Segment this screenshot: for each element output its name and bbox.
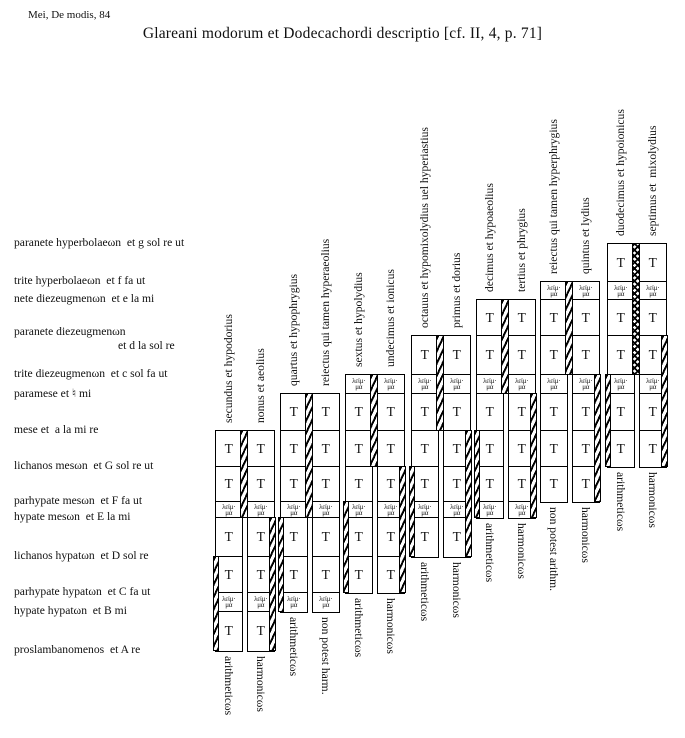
tone-cell: T	[508, 299, 536, 337]
tone-cell: T	[607, 335, 635, 376]
leimma-text-line: λείμ·	[646, 377, 660, 386]
leimma-text-line: μα	[617, 289, 625, 298]
leimma-cell	[215, 592, 243, 613]
division-hatch-right	[530, 393, 537, 519]
leimma-text-line: λείμ·	[319, 595, 333, 604]
division-type-left: arithmeticωs	[286, 617, 300, 677]
gamut-note-label: lichanos mesωn et G sol re ut	[14, 459, 154, 472]
leimma-text-line: λείμ·	[579, 283, 593, 292]
division-type-left: arithmeticωs	[482, 523, 496, 583]
tone-cell: T	[639, 335, 667, 376]
leimma-text-line: μα	[257, 508, 265, 517]
leimma-text-line: μα	[355, 383, 363, 392]
tone-cell: T	[607, 393, 635, 432]
tone-cell: T	[639, 243, 667, 283]
leimma-text-line: λείμ·	[579, 377, 593, 386]
leimma-text-line: λείμ·	[547, 377, 561, 386]
leimma-text-line: λείμ·	[384, 502, 398, 511]
leimma-text-line: μα	[518, 383, 526, 392]
division-hatch-right	[661, 335, 668, 468]
tone-cell: T	[607, 243, 635, 283]
mode-header-right: quintus et lydius	[578, 197, 592, 274]
leimma-text-line: μα	[421, 383, 429, 392]
tone-cell: T	[572, 430, 600, 468]
division-hatch-middle	[305, 393, 313, 519]
division-type-left: arithmeticωs	[417, 562, 431, 622]
tone-cell: T	[443, 466, 471, 503]
gamut-note-label: paranete diezeugmenωn	[14, 325, 126, 338]
division-hatch-right	[594, 374, 601, 503]
tone-cell: T	[443, 517, 471, 558]
leimma-text-line: λείμ·	[222, 595, 236, 604]
leimma-text-line: λείμ·	[287, 595, 301, 604]
division-type-left: arithmeticωs	[613, 472, 627, 532]
leimma-text-line: μα	[550, 383, 558, 392]
tone-cell: T	[476, 299, 504, 337]
leimma-text-line: μα	[355, 508, 363, 517]
leimma-text-line: μα	[290, 601, 298, 610]
leimma-text-line: μα	[617, 383, 625, 392]
division-type-right: harmonicωs	[253, 656, 267, 712]
division-type-left: non potest arithm.	[546, 507, 560, 592]
division-type-right: non potest harm.	[318, 617, 332, 695]
division-type-left: arithmeticωs	[221, 656, 235, 716]
tone-cell: T	[508, 430, 536, 468]
tone-cell: T	[572, 466, 600, 503]
division-hatch-middle	[436, 335, 444, 432]
mode-header-right: undecimus et ionicus	[383, 269, 397, 367]
gamut-note-label: paranete hyperbolaeωn et g sol re ut	[14, 236, 185, 249]
division-hatch-left	[605, 374, 612, 468]
leimma-text-line: μα	[453, 383, 461, 392]
leimma-text-line: μα	[649, 289, 657, 298]
division-hatch-left	[213, 556, 220, 652]
tone-cell: T	[247, 466, 275, 503]
tone-cell: T	[411, 466, 439, 503]
source-citation: Mei, De modis, 84	[28, 9, 111, 21]
tone-cell: T	[377, 556, 405, 594]
leimma-text-line: λείμ·	[646, 283, 660, 292]
tone-cell: T	[508, 466, 536, 503]
leimma-cell	[540, 374, 568, 395]
tone-cell: T	[215, 517, 243, 558]
tone-cell: T	[540, 430, 568, 468]
mode-header-right: primus et dorius	[449, 252, 463, 328]
tone-cell: T	[540, 393, 568, 432]
leimma-text-line: λείμ·	[287, 502, 301, 511]
tone-cell: T	[476, 393, 504, 432]
tone-cell: T	[247, 430, 275, 468]
mode-header-right: nonus et aeolius	[253, 348, 267, 423]
tone-cell: T	[247, 517, 275, 558]
tone-cell: T	[312, 556, 340, 594]
division-hatch-left	[474, 430, 481, 519]
tone-cell: T	[247, 611, 275, 652]
leimma-text-line: λείμ·	[352, 502, 366, 511]
leimma-text-line: λείμ·	[254, 595, 268, 604]
leimma-text-line: λείμ·	[222, 502, 236, 511]
tone-cell: T	[443, 430, 471, 468]
gamut-note-label: nete diezeugmenωn et e la mi	[14, 292, 155, 305]
tone-cell: T	[377, 466, 405, 503]
leimma-cell	[572, 281, 600, 301]
tone-cell: T	[639, 393, 667, 432]
gamut-note-label-cont: et d la sol re	[118, 339, 175, 352]
tone-cell: T	[247, 556, 275, 594]
division-hatch-middle	[240, 430, 248, 519]
leimma-text-line: λείμ·	[483, 377, 497, 386]
gamut-note-label: hypate mesωn et E la mi	[14, 510, 131, 523]
leimma-text-line: λείμ·	[614, 377, 628, 386]
leimma-text-line: μα	[486, 383, 494, 392]
page-title: Glareani modorum et Dodecachordi descriptio [cf. II, 4, p. 71]	[142, 25, 543, 42]
tone-cell: T	[215, 556, 243, 594]
leimma-text-line: λείμ·	[483, 502, 497, 511]
leimma-cell	[508, 374, 536, 395]
division-hatch-middle	[632, 243, 640, 376]
mode-header-left: quartus et hypophrygius	[286, 273, 300, 386]
tone-cell: T	[312, 393, 340, 432]
leimma-text-line: μα	[518, 508, 526, 517]
leimma-text-line: λείμ·	[418, 502, 432, 511]
tone-cell: T	[280, 430, 308, 468]
mode-header-left: reiectus qui tamen hyperphrygius	[546, 119, 560, 274]
leimma-text-line: μα	[322, 601, 330, 610]
leimma-cell	[607, 281, 635, 301]
tone-cell: T	[572, 393, 600, 432]
tone-cell: T	[215, 611, 243, 652]
tone-cell: T	[411, 393, 439, 432]
tone-cell: T	[443, 393, 471, 432]
tone-cell: T	[639, 430, 667, 468]
leimma-cell	[639, 281, 667, 301]
mode-header-left: sextus et hypolydius	[351, 272, 365, 367]
tone-cell: T	[540, 466, 568, 503]
leimma-text-line: μα	[453, 508, 461, 517]
leimma-text-line: μα	[421, 508, 429, 517]
tone-cell: T	[345, 393, 373, 432]
division-hatch-middle	[370, 374, 378, 468]
tone-cell: T	[607, 299, 635, 337]
mode-header-right: septimus et mixolydius	[645, 125, 659, 236]
tone-cell: T	[312, 517, 340, 558]
division-hatch-middle	[565, 281, 573, 376]
leimma-cell	[345, 501, 373, 519]
leimma-cell	[280, 501, 308, 519]
leimma-text-line: μα	[225, 508, 233, 517]
division-hatch-right	[269, 517, 276, 652]
gamut-note-label: trite hyperbolaeωn et f fa ut	[14, 274, 146, 287]
leimma-cell	[411, 374, 439, 395]
leimma-text-line: μα	[290, 508, 298, 517]
leimma-text-line: λείμ·	[418, 377, 432, 386]
leimma-text-line: μα	[387, 508, 395, 517]
division-hatch-left	[409, 466, 416, 558]
leimma-text-line: μα	[225, 601, 233, 610]
tone-cell: T	[345, 430, 373, 468]
leimma-cell	[312, 592, 340, 613]
leimma-text-line: μα	[486, 508, 494, 517]
division-type-right: harmonicωs	[383, 598, 397, 654]
gamut-note-label: trite diezeugmenωn et c sol fa ut	[14, 367, 168, 380]
leimma-text-line: λείμ·	[450, 502, 464, 511]
leimma-text-line: μα	[387, 383, 395, 392]
gamut-note-label: parhypate mesωn et F fa ut	[14, 494, 143, 507]
tone-cell: T	[280, 393, 308, 432]
tone-cell: T	[508, 335, 536, 376]
tone-cell: T	[411, 517, 439, 558]
leimma-cell	[443, 374, 471, 395]
leimma-cell	[607, 374, 635, 395]
gamut-note-label: hypate hypatωn et B mi	[14, 604, 127, 617]
leimma-text-line: λείμ·	[384, 377, 398, 386]
leimma-text-line: λείμ·	[319, 502, 333, 511]
leimma-text-line: λείμ·	[352, 377, 366, 386]
tone-cell: T	[312, 466, 340, 503]
leimma-text-line: λείμ·	[547, 283, 561, 292]
leimma-text-line: μα	[582, 289, 590, 298]
tone-cell: T	[540, 335, 568, 376]
leimma-text-line: λείμ·	[614, 283, 628, 292]
leimma-text-line: λείμ·	[515, 377, 529, 386]
tone-cell: T	[377, 430, 405, 468]
gamut-note-label: paramese et ♮ mi	[14, 387, 92, 400]
gamut-note-label: lichanos hypatωn et D sol re	[14, 549, 149, 562]
division-type-right: harmonicωs	[449, 562, 463, 618]
tone-cell: T	[607, 430, 635, 468]
tone-cell: T	[443, 335, 471, 376]
division-type-right: harmonicωs	[645, 472, 659, 528]
division-hatch-right	[399, 466, 406, 594]
tone-cell: T	[215, 466, 243, 503]
division-hatch-right	[465, 430, 472, 558]
mode-header-left: decimus et hypoaeolius	[482, 183, 496, 292]
leimma-cell	[411, 501, 439, 519]
leimma-text-line: λείμ·	[450, 377, 464, 386]
mode-header-right: tertius et phrygius	[514, 208, 528, 292]
tone-cell: T	[345, 466, 373, 503]
gamut-note-label: proslambanomenos et A re	[14, 643, 141, 656]
tone-cell: T	[280, 517, 308, 558]
division-hatch-left	[278, 517, 285, 613]
tone-cell: T	[572, 335, 600, 376]
division-type-left: arithmeticωs	[351, 598, 365, 658]
tone-cell: T	[215, 430, 243, 468]
tone-cell: T	[345, 517, 373, 558]
leimma-text-line: λείμ·	[515, 502, 529, 511]
mode-header-left: octauus et hypomixolydius uel hyperiastius	[417, 127, 431, 328]
tone-cell: T	[345, 556, 373, 594]
mode-header-left: secundus et hypodorius	[221, 314, 235, 423]
leimma-text-line: μα	[257, 601, 265, 610]
tone-cell: T	[312, 430, 340, 468]
leimma-cell	[476, 501, 504, 519]
leimma-cell	[377, 374, 405, 395]
tone-cell: T	[476, 335, 504, 376]
tone-cell: T	[639, 299, 667, 337]
leimma-cell	[215, 501, 243, 519]
tone-cell: T	[377, 393, 405, 432]
leimma-cell	[312, 501, 340, 519]
tone-cell: T	[572, 299, 600, 337]
tone-cell: T	[377, 517, 405, 558]
gamut-note-label: parhypate hypatωn et C fa ut	[14, 585, 151, 598]
tone-cell: T	[476, 466, 504, 503]
tone-cell: T	[280, 556, 308, 594]
leimma-cell	[540, 281, 568, 301]
division-type-right: harmonicωs	[578, 507, 592, 563]
leimma-cell	[345, 374, 373, 395]
tone-cell: T	[411, 430, 439, 468]
tone-cell: T	[280, 466, 308, 503]
leimma-cell	[280, 592, 308, 613]
gamut-note-label: mese et a la mi re	[14, 423, 99, 436]
leimma-text-line: μα	[649, 383, 657, 392]
leimma-cell	[476, 374, 504, 395]
tone-cell: T	[476, 430, 504, 468]
leimma-text-line: μα	[550, 289, 558, 298]
tone-cell: T	[540, 299, 568, 337]
tone-cell: T	[411, 335, 439, 376]
leimma-text-line: μα	[322, 508, 330, 517]
leimma-text-line: λείμ·	[254, 502, 268, 511]
tone-cell: T	[508, 393, 536, 432]
division-hatch-middle	[501, 299, 509, 395]
mode-header-left: duodecimus et hypoionicus	[613, 109, 627, 236]
division-hatch-left	[343, 501, 350, 594]
division-type-right: harmonicωs	[514, 523, 528, 579]
mode-header-right: reiectus qui tamen hyperaeolius	[318, 238, 332, 386]
leimma-text-line: μα	[582, 383, 590, 392]
